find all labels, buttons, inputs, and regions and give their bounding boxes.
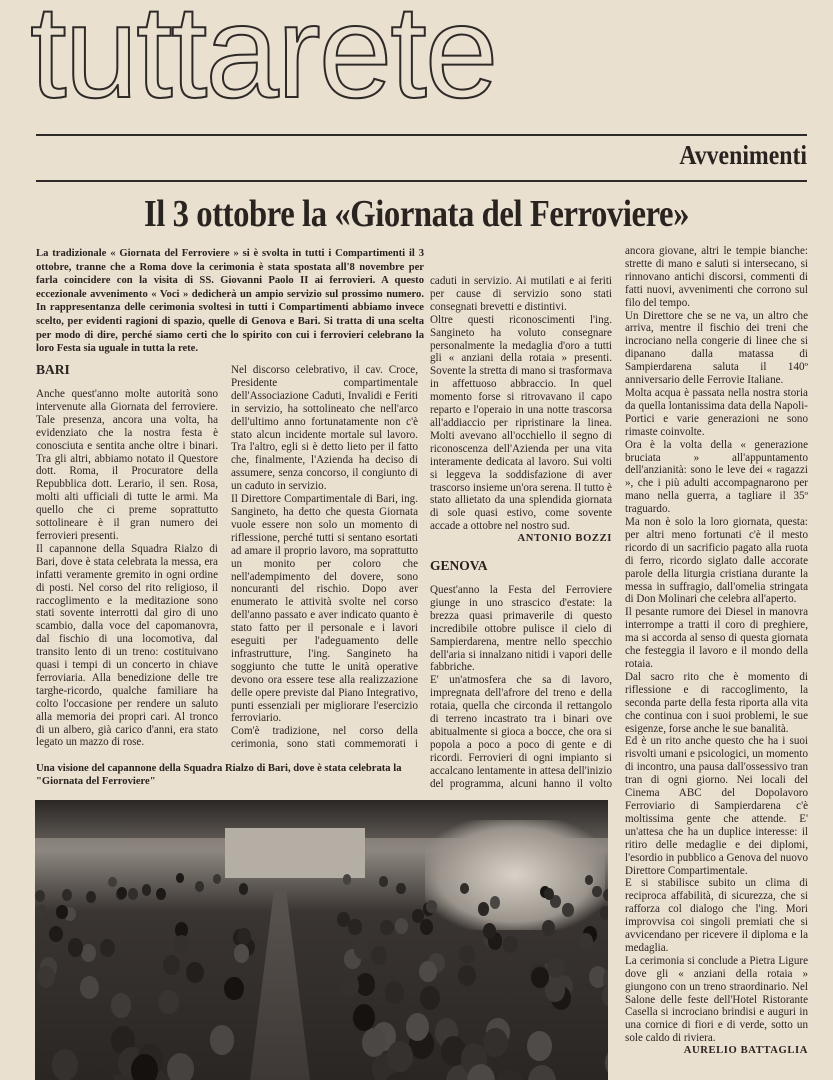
photo-figure [52,1049,79,1080]
photo-figure [36,905,48,919]
photo-figure [239,883,248,894]
photo-figure [210,1025,234,1054]
column-4 [625,245,808,1075]
photo-figure [213,874,221,884]
photo-figure [542,920,555,936]
photo-figure [503,936,518,954]
photo-figure [195,881,204,892]
paragraph: Nel discorso celebrativo, il cav. Croce, Presidente compartimentale dell'Associazione Caduti, Invalidi e Feriti in servizio, ha sottolineato che nell'arco dell'ultimo anno fortunatamente non c'è stato alcun incidente mortale sul lavoro. Tra l'altro, egli si è detto lieto per il fatto che, finalmente, l'Azienda ha deciso di assumere, senza concorso, il congiunto di un caduto in servizio. [231,364,418,493]
photo-figure [337,912,349,927]
paragraph: Dal sacro rito che è momento di riflessione e di raccoglimento, la seconda parte della festa riporta alla vita che continua con i suoi problemi, le sue esigenze, forse anche le sue banalità. [625,670,808,735]
photo-figure [80,976,99,999]
photo-figure [544,888,554,900]
photo-figure [483,923,497,939]
paragraph: Il pesante rumore dei Diesel in manovra interrompe a tratti il coro di preghiere, ma si accorda al senso di questa giornata che festeggia il lavoro e il mondo della rotaia. [625,606,808,670]
photo-figure [176,873,184,883]
photo-figure [419,961,437,982]
photo-figure [158,990,179,1015]
photo-figure [343,874,351,884]
photo-figure [459,945,475,964]
photo-figure [495,1069,524,1080]
photo-figure [395,918,408,934]
paragraph: Il Direttore Compartimentale di Bari, ing. Sangineto, ha detto che questa Giornata vuole essere non solo un momento di riflessione, perché tutti si sentano esortati ad amare il proprio lavoro, ma soprattutto un monito per coloro che nell'adempimento del dovere, sono noncuranti del rischio. Dopo aver enumerato le attività svolte nel corso dell'anno passato e aver indicato quanto è stato fatto per il personale e i lavori eseguiti per l'adeguamento delle infrastrutture, l'ing. Sangineto ha soggiunto che tutte le unità operative devono ora essere tese alla realizzazione delle opere previste dal Piano Integrativo, punti essenziali per migliorare l'esercizio ferroviario. [231,493,418,725]
photo-figure [483,1028,508,1057]
photo-figure [142,884,152,895]
photo-aisle [250,890,310,1080]
paragraph: Il capannone della Squadra Rialzo di Bari, dove è stata celebrata la messa, era infatti veramente gremito in ogni ordine di posti. Nel corso del rito religioso, il raccoglimento e la meditazione sono stati sovente interrotti dal giro di uno scambio, dalla voce del capomanovra, dal fischio di una locomotiva, dal transito lento di un treno: costituivano quasi i tempi di un concerto in chiave ferroviaria. Alla benedizione delle tre targhe-ricordo, qualche familiare ha colto l'occasione per rendere un saluto alla memoria dei propri cari. Al tronco di un albero, già carico d'anni, era stato legato un mazzo di rose. [36,542,218,749]
photo-figure [385,981,405,1005]
photo-figure [35,890,45,902]
photo-figure [600,906,608,920]
ceremony-photo [35,800,608,1080]
photo-figure [37,966,55,988]
photo-figure [562,903,574,917]
photo-figure [237,928,251,945]
paragraph: E si stabilisce subito un clima di reciproca affabilità, di sicurezza, che si rafforza col dialogo che l'ing. Mori improvvisa coi singoli premiati che si avvicendano per ricevere il diploma e la medaglia. [625,877,808,954]
article-intro: La tradizionale « Giornata del Ferroviere » si è svolta in tutti i Compartimenti il 3 ottobre, tranne che a Roma dove la cerimonia è stata spostata all'8 novembre per farla coincidere con la visita di SS. Giovanni Paolo II ai ferrovieri. A questo eccezionale avvenimento « Voci » dedicherà un ampio servizio sul prossimo numero. In rappresentanza delle cerimonia svoltesi in tutti i Compartimenti abbiamo invece scelto, per evidenti ragioni di spazio, quelle di Genova e Bari. Si tratta di una scelta per modo di dire, perché siamo certi che lo spirito con cui i ferrovieri celebrano la loro Festa sia uguale in tutta la rete. [36,248,424,355]
photo-window-light [425,820,605,930]
photo-figure [603,889,608,901]
paragraph: Un Direttore che se ne va, un altro che arriva, mentre il fischio dei treni che incrociano nella congerie di linee che si dipanano dalla matassa di Sampierdarena saluta il 140º anniversario delle Ferrovie Italiane. [625,309,808,387]
divider [36,180,807,182]
paragraph-continued: caduti in servizio. Ai mutilati e ai feriti per cause di servizio sono stati consegnati brevetti e distintivi. [430,275,612,313]
photo-figure [167,1053,194,1080]
photo-caption: Una visione del capannone della Squadra Rialzo di Bari, dove è stata celebrata la "Giornata del Ferroviere" [36,763,402,787]
photo-figure [186,962,204,983]
photo-figure [478,902,489,916]
photo-figure [86,1068,115,1080]
photo-figure [163,955,180,975]
paragraph: Ma non è solo la loro giornata, questa: per altri meno fortunati c'è il mesto ricordo di un sacrificio pagato alla ruota di ferro, ricordo siglato dalle accorate parole della liturgia cristiana durante la messa in suffragio, dall'omelia stringata di Don Molinari che celebra all'aperto. [625,516,808,606]
photo-figure [62,889,72,901]
photo-figure [379,876,388,886]
photo-figure [353,1004,375,1031]
photo-figure [387,1041,413,1072]
photo-figure [362,1028,387,1057]
paragraph: La cerimonia si conclude a Pietra Ligure dove gli « anziani della rotaia » giungono con un treno straordinario. Nel Salone delle feste dell'Hotel Ristorante Casella si incrociano brindisi e auguri in una cornice di fiori e di verde, sotto un sole caldo di riviera. [625,954,808,1045]
photo-figure [380,920,393,936]
photo-figure [371,946,387,965]
photo-figure [605,1047,608,1079]
paragraph: Quest'anno la Festa del Ferroviere giunge in uno strascico d'estate: la brezza quasi primaverile di questo incredibile ottobre pulisce il cielo di Sampierdarena, mentre nello specchio dell'aria si innalzano nitidi i vapori delle fabbriche. [430,584,612,674]
paragraph: Oltre questi riconoscimenti l'ing. Sangineto ha voluto consegnare personalmente la medaglia d'oro a tutti gli « anziani della rotaia » presenti. Sovente la stretta di mano si trasformava in affettuoso abbraccio. In quel momento forse si ritrovavano il capo reparto e l'operaio in una notte trascorsa all'addiaccio per ripristinare la linea. Molti avevano all'occhiello il segno di riconoscenza dell'Azienda per una vita interamente dedicata al lavoro. Sui volti si leggeva la soddisfazione di aver trascorso insieme un'ora serena. Il tutto è stato allietato da una splendida giornata di sole quasi estivo, come sovente accade a ottobre nel nostro sud. [430,313,612,533]
photo-figure [68,938,83,956]
paragraph: Anche quest'anno molte autorità sono intervenute alla Giornata del ferroviere. Tale presenza, ancora una volta, ha evidenziato che la nostra festa è conosciuta e sentita anche oltre i binari. Tra gli altri, abbiamo notato il Questore dott. Roma, il Procuratore della Repubblica dott. Lerario, il sen. Rosa, molti alti ufficiali di tutte le armi. Ma quello che ci preme soprattutto sottolineare è il gran numero dei ferrovieri presenti. [36,388,218,542]
photo-figure [354,940,369,958]
paragraph-continued: ancora giovane, altri le tempie bianche: strette di mano e saluti si intersecano, si rinnovano antichi discorsi, commenti di fatti nuovi, avvenimenti che corrono sul filo del tempo. [625,245,808,309]
photo-figure [545,978,564,1001]
photo-figure [128,888,138,900]
divider [36,134,807,136]
section-heading-genova: GENOVA [430,558,488,574]
photo-figure [224,977,243,1000]
photo-figure [340,974,359,997]
photo-figure [460,883,469,894]
column-2 [231,364,418,758]
magazine-logo: tuttarete [30,0,497,125]
column-1 [36,362,218,758]
photo-figure [458,965,476,987]
paragraph: Ora è la volta della « generazione bruciata » all'appuntamento dell'anzianità: sono le leve dei « ragazzi », che i più adulti accompagnarono per mano nella guerra, a tagliare il 35º traguardo. [625,438,808,516]
photo-figure [156,888,166,900]
paragraph: Molta acqua è passata nella nostra storia da quella lontanissima data della Napoli-Portici e varie generazioni ne sono rimaste coinvolte. [625,386,808,438]
photo-figure [420,919,433,935]
paragraph: E' un'atmosfera che sa di lavoro, impregnata dell'afrore del treno e della rotaia, quella che circonda il rettangolo di terreno incastrato tra i binari ove abitualmente si gioca a bocce, che ora si popola a poco a poco di gente e di ricordi. Ferrovieri di ogni impianto si accalcano lentamente in attesa dell'inizio del programma, alcuni hanno il volto [430,674,612,790]
photo-figure [547,958,564,979]
photo-figure [585,875,593,885]
photo-figure [49,926,63,943]
paragraph: Com'è tradizione, nel corso della cerimonia, sono stati commemorati i [231,725,418,751]
photo-figure [420,986,440,1010]
photo-figure [412,909,424,923]
column-3 [430,275,612,792]
photo-figure [86,891,96,903]
author-bari: ANTONIO BOZZI [517,533,612,545]
paragraph: Ed è un rito anche questo che ha i suoi risvolti umani e psicologici, un momento di incontro, una pausa dall'ossessivo tran tran di ogni giorno. Nei locali del Cinema ABC del Dopolavoro Ferroviario di Sampierdarena c'è moltissima gente che attende. E' un'attesa che ha un duplice interesse: il ritiro delle medaglie e dei diplomi, l'esordio in pubblico a Genova del nuovo Direttore Compartimentale. [625,735,808,877]
photo-figure [579,933,594,950]
photo-figure [396,883,405,894]
photo-figure [117,887,127,899]
photo-altar [225,828,365,878]
photo-figure [100,939,115,957]
photo-figure [406,1013,429,1041]
photo-figure [131,1054,158,1080]
photo-figure [356,973,375,996]
section-heading-bari: BARI [36,362,70,377]
photo-figure [527,1031,552,1061]
photo-figure [426,900,437,913]
photo-figure [348,919,361,935]
photo-figure [234,944,250,963]
photo-figure [108,877,117,887]
photo-figure [174,935,189,953]
photo-figure [528,1065,556,1080]
section-label: Avvenimenti [679,140,807,170]
photo-figure [81,944,97,963]
author-genova: AURELIO BATTAGLIA [683,1045,808,1057]
article-title: Il 3 ottobre la «Giornata del Ferroviere» [143,193,690,235]
photo-figure [111,993,132,1018]
